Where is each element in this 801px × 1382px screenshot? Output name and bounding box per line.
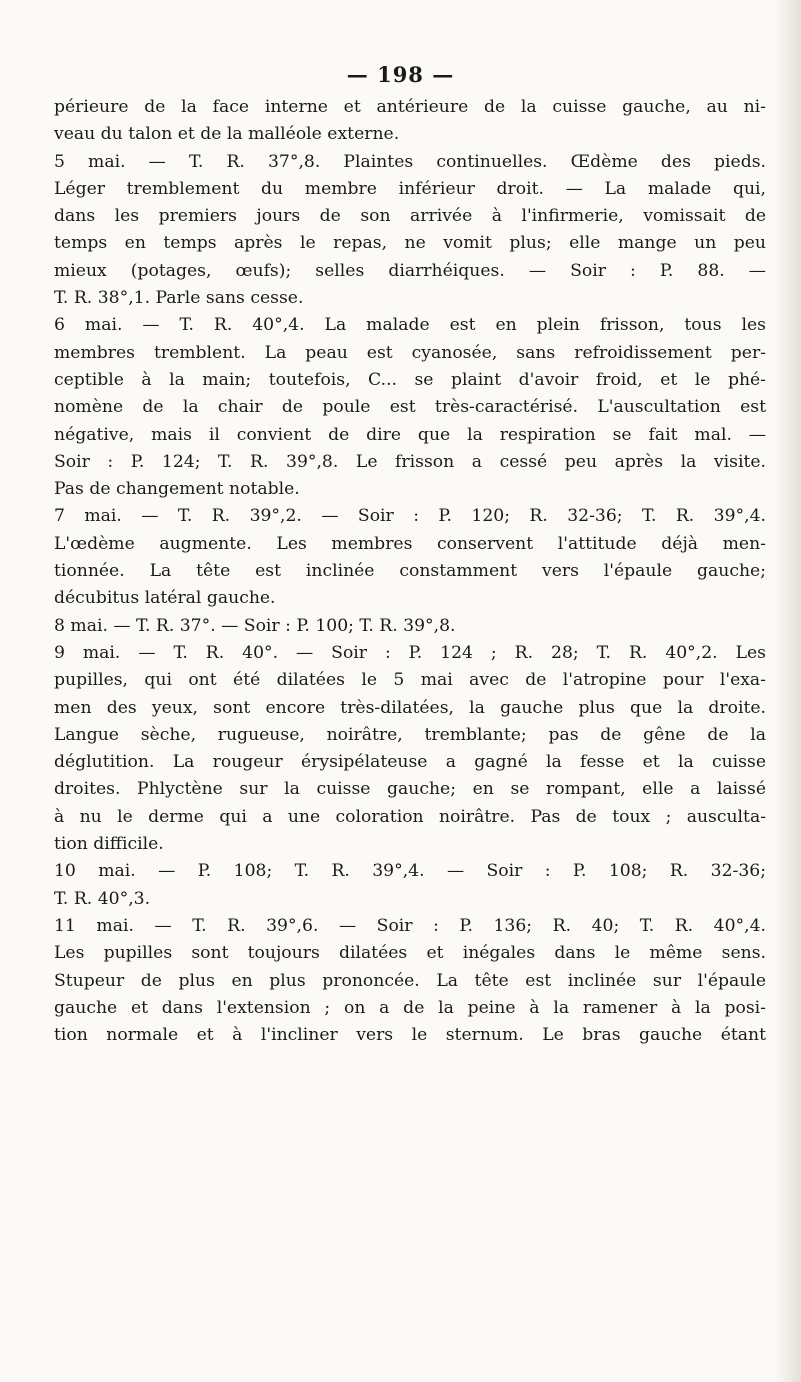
text-line: 8 mai. — T. R. 37°. — Soir : P. 100; T. R. 39°,8.	[54, 615, 456, 636]
text-line: périeure de la face interne et antérieure de la cuisse gauche, au ni-	[54, 97, 766, 117]
text-line: mieux (potages, œufs); selles diarrhéiques. — Soir : P. 88. —	[54, 260, 766, 281]
text-line: T. R. 40°,3.	[54, 888, 151, 909]
text-line: Léger tremblement du membre inférieur droit. — La malade qui,	[54, 178, 766, 199]
text-line: 10 mai. — P. 108; T. R. 39°,4. — Soir : P. 108; R. 32-36;	[54, 861, 766, 882]
text-line: tion normale et à l'incliner vers le sternum. Le bras gauche étant	[54, 1025, 766, 1046]
text-line: gauche et dans l'extension ; on a de la peine à la ramener à la posi-	[54, 997, 766, 1018]
text-line: négative, mais il convient de dire que la respiration se fait mal. —	[54, 424, 766, 445]
text-line: Soir : P. 124; T. R. 39°,8. Le frisson a cessé peu après la visite.	[54, 451, 766, 472]
text-line: T. R. 38°,1. Parle sans cesse.	[54, 288, 304, 309]
text-line: Les pupilles sont toujours dilatées et inégales dans le même sens.	[54, 943, 766, 964]
text-line: pupilles, qui ont été dilatées le 5 mai avec de l'atropine pour l'exa-	[54, 670, 766, 691]
page-edge-shadow	[775, 0, 801, 1382]
text-line: tionnée. La tête est inclinée constamment vers l'épaule gauche;	[54, 561, 766, 582]
text-line: 9 mai. — T. R. 40°. — Soir : P. 124 ; R. 28; T. R. 40°,2. Les	[54, 642, 766, 663]
text-line: nomène de la chair de poule est très-caractérisé. L'auscultation est	[54, 397, 766, 418]
text-line: Stupeur de plus en plus prononcée. La tête est inclinée sur l'épaule	[54, 970, 766, 991]
text-line: tion difficile.	[54, 834, 164, 855]
text-line: 6 mai. — T. R. 40°,4. La malade est en plein frisson, tous les	[54, 315, 766, 336]
text-line: Pas de changement notable.	[54, 479, 300, 500]
text-line: veau du talon et de la malléole externe.	[54, 124, 400, 145]
text-line: L'œdème augmente. Les membres conservent l'attitude déjà men-	[54, 533, 766, 554]
text-line: 7 mai. — T. R. 39°,2. — Soir : P. 120; R. 32-36; T. R. 39°,4.	[54, 506, 766, 527]
text-line: à nu le derme qui a une coloration noirâtre. Pas de toux ; ausculta-	[54, 806, 766, 827]
text-line: 11 mai. — T. R. 39°,6. — Soir : P. 136; R. 40; T. R. 40°,4.	[54, 915, 766, 936]
text-line: 5 mai. — T. R. 37°,8. Plaintes continuelles. Œdème des pieds.	[54, 151, 766, 172]
text-line: membres tremblent. La peau est cyanosée, sans refroidissement per-	[54, 342, 766, 363]
text-line: temps en temps après le repas, ne vomit plus; elle mange un peu	[54, 233, 766, 254]
text-line: dans les premiers jours de son arrivée à l'infirmerie, vomissait de	[54, 206, 766, 227]
page-number: — 198 —	[346, 62, 455, 87]
text-line: men des yeux, sont encore très-dilatées, la gauche plus que la droite.	[54, 697, 766, 718]
text-line: droites. Phlyctène sur la cuisse gauche; en se rompant, elle a laissé	[54, 779, 766, 800]
text-line: Langue sèche, rugueuse, noirâtre, tremblante; pas de gêne de la	[54, 724, 766, 745]
text-line: déglutition. La rougeur érysipélateuse a gagné la fesse et la cuisse	[54, 752, 766, 773]
text-line: décubitus latéral gauche.	[54, 588, 276, 609]
text-line: ceptible à la main; toutefois, C... se plaint d'avoir froid, et le phé-	[54, 369, 766, 390]
body-text	[54, 94, 766, 1049]
